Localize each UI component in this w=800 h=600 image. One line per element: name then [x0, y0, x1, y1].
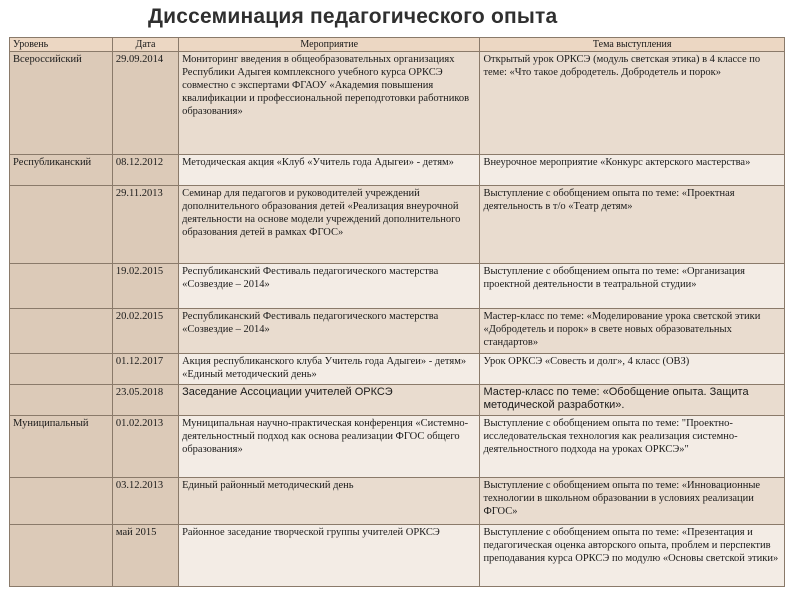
cell-event: Акция республиканского клуба Учитель года Адыгеи» - детям» «Единый методический день» — [179, 354, 480, 385]
cell-level: Муниципальный — [10, 416, 113, 478]
table-header-row — [10, 38, 785, 52]
header-level: Уровень — [10, 38, 113, 52]
table-row — [10, 52, 785, 155]
cell-event: Муниципальная научно-практическая конференция «Системно-деятельностный подход как основа реализации ФГОС общего образования» — [179, 416, 480, 478]
table-row — [10, 416, 785, 478]
header-topic: Тема выступления — [480, 38, 785, 52]
cell-level: Всероссийский — [10, 52, 113, 155]
cell-date: 29.11.2013 — [112, 186, 178, 264]
cell-topic: Мастер-класс по теме: «Моделирование урока светской этики «Добродетель и порок» в свете новых образовательных стандартов» — [480, 309, 785, 354]
cell-topic: Мастер-класс по теме: «Обобщение опыта. Защита методической разработки». — [480, 385, 785, 416]
cell-event: Республиканский Фестиваль педагогического мастерства «Созвездие – 2014» — [179, 309, 480, 354]
cell-event: Заседание Ассоциации учителей ОРКСЭ — [179, 385, 480, 416]
cell-event: Республиканский Фестиваль педагогического мастерства «Созвездие – 2014» — [179, 264, 480, 309]
cell-topic: Выступление с обобщением опыта по теме: "Проектно-исследовательская технология как реализация системно-деятельностного подхода на уроках ОРКСЭ»" — [480, 416, 785, 478]
dissemination-table — [9, 37, 785, 587]
cell-topic: Выступление с обобщением опыта по теме: «Проектная деятельность в т/о «Театр детям» — [480, 186, 785, 264]
header-date: Дата — [112, 38, 178, 52]
cell-topic: Урок ОРКСЭ «Совесть и долг», 4 класс (ОВЗ) — [480, 354, 785, 385]
cell-topic: Выступление с обобщением опыта по теме: «Инновационные технологии в школьном образовании в условиях реализации ФГОС» — [480, 478, 785, 525]
cell-date: 01.02.2013 — [112, 416, 178, 478]
cell-topic: Выступление с обобщением опыта по теме: «Организация проектной деятельности в театральной студии» — [480, 264, 785, 309]
cell-date: 20.02.2015 — [112, 309, 178, 354]
cell-level: Республиканский — [10, 155, 113, 186]
table-row — [10, 309, 785, 354]
table-row — [10, 525, 785, 587]
cell-date: май 2015 — [112, 525, 178, 587]
cell-topic: Внеурочное мероприятие «Конкурс актерского мастерства» — [480, 155, 785, 186]
cell-event: Мониторинг введения в общеобразовательных организациях Республики Адыгея комплексного учебного курса ОРКСЭ совместно с экспертами ФГАОУ «Академия повышения квалификации и профессиональной переподготовки работников образования» — [179, 52, 480, 155]
cell-level — [10, 186, 113, 264]
cell-event: Семинар для педагогов и руководителей учреждений дополнительного образования детей «Реализация внеурочной деятельности на основе модели учреждений дополнительного образования детей в рамках ФГОС» — [179, 186, 480, 264]
cell-date: 23.05.2018 — [112, 385, 178, 416]
cell-topic: Выступление с обобщением опыта по теме: «Презентация и педагогическая оценка авторского опыта, проблем и перспектив преподавания курса ОРКСЭ по модулю «Основы светской этики» — [480, 525, 785, 587]
table-row — [10, 354, 785, 385]
cell-date: 03.12.2013 — [112, 478, 178, 525]
page-title: Диссеминация педагогического опыта — [148, 5, 558, 28]
cell-topic: Открытый урок ОРКСЭ (модуль светская этика) в 4 классе по теме: «Что такое добродетель. Добродетель и порок» — [480, 52, 785, 155]
table-row — [10, 155, 785, 186]
cell-event: Единый районный методический день — [179, 478, 480, 525]
header-event: Мероприятие — [179, 38, 480, 52]
table-row — [10, 385, 785, 416]
cell-level — [10, 525, 113, 587]
cell-date: 01.12.2017 — [112, 354, 178, 385]
cell-level — [10, 309, 113, 354]
table-row — [10, 478, 785, 525]
cell-date: 29.09.2014 — [112, 52, 178, 155]
cell-date: 08.12.2012 — [112, 155, 178, 186]
cell-level — [10, 264, 113, 309]
cell-date: 19.02.2015 — [112, 264, 178, 309]
table-row — [10, 186, 785, 264]
cell-event: Районное заседание творческой группы учителей ОРКСЭ — [179, 525, 480, 587]
cell-level — [10, 385, 113, 416]
cell-event: Методическая акция «Клуб «Учитель года Адыгеи» - детям» — [179, 155, 480, 186]
cell-level — [10, 354, 113, 385]
cell-level — [10, 478, 113, 525]
table-row — [10, 264, 785, 309]
